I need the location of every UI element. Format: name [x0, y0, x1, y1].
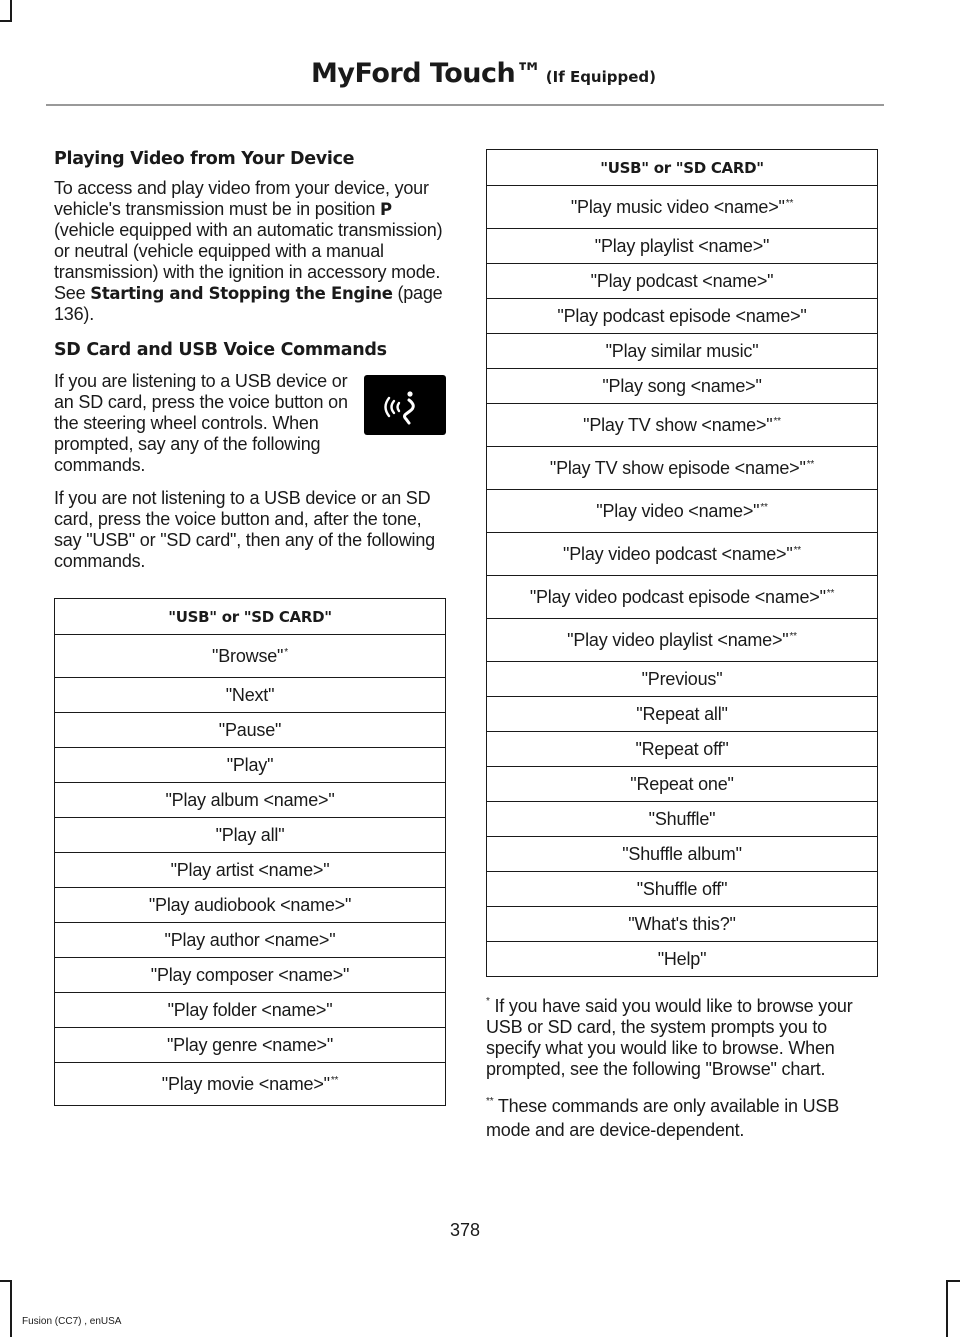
- voice-paragraph-1: If you are listening to a USB device or an SD card, press the voice button on the steering wheel controls. When prompted, say any of the following commands.: [54, 371, 348, 475]
- table-cell: [487, 404, 878, 447]
- footnote-mark: **: [806, 458, 815, 470]
- command-text: "Play video podcast episode <name>": [529, 586, 826, 607]
- command-text: "Play video podcast <name>": [563, 543, 793, 564]
- page-title-main: MyFord Touch™: [311, 58, 542, 89]
- footnote-mark: **: [826, 587, 835, 599]
- footnote-mark: **: [789, 630, 797, 642]
- table-cell: [487, 662, 878, 697]
- command-text: "Play similar music": [605, 340, 759, 361]
- command-text: "Pause": [218, 719, 282, 740]
- command-text: "Play movie <name>": [161, 1073, 330, 1094]
- command-text: "Play all": [215, 824, 285, 845]
- command-text: "Shuffle off": [636, 878, 728, 899]
- table-cell: [487, 767, 878, 802]
- command-text: "Play genre <name>": [166, 1034, 334, 1055]
- command-text: "Play music video <name>": [570, 196, 785, 217]
- voice-paragraph-2: If you are not listening to a USB device or an SD card, press the voice button and, after the tone, say "USB" or "SD card", then any of the following commands.: [54, 488, 435, 571]
- table-row: [487, 942, 878, 977]
- table-row: [55, 713, 446, 748]
- table-cell: [487, 447, 878, 490]
- footnote-usb-only: [486, 1090, 878, 1142]
- footnote-mark: **: [793, 544, 801, 556]
- table-cell: [487, 334, 878, 369]
- footnote-browse: [486, 991, 878, 1080]
- voice-command-table-continued: [486, 149, 878, 977]
- table-row: [487, 369, 878, 404]
- table-cell: [487, 872, 878, 907]
- text-run: (vehicle equipped with an automatic transmission) or neutral (vehicle equipped with a manual transmission) with the ignition in accessory mode. See: [54, 220, 443, 303]
- table-row: [55, 923, 446, 958]
- table-cell: [55, 958, 446, 993]
- table-row: [487, 334, 878, 369]
- right-column: [486, 149, 878, 1142]
- table-cell: [55, 635, 446, 678]
- command-text: "Play video <name>": [596, 500, 760, 521]
- command-text: "Play podcast episode <name>": [557, 305, 807, 326]
- footnote-text: These commands are only available in USB mode and are device-dependent.: [486, 1096, 840, 1140]
- table-row: [55, 1063, 446, 1106]
- table-row: [55, 853, 446, 888]
- table-cell: [487, 299, 878, 334]
- crop-mark: [10, 1280, 12, 1337]
- table-cell: [487, 942, 878, 977]
- table-row: [487, 732, 878, 767]
- crop-mark: [946, 1280, 960, 1282]
- table-row: [55, 818, 446, 853]
- table-cell: [55, 1028, 446, 1063]
- table-cell: [55, 678, 446, 713]
- command-text: "Play audiobook <name>": [148, 894, 352, 915]
- table-cell: [55, 853, 446, 888]
- crop-mark: [10, 0, 12, 20]
- table-cell: [487, 533, 878, 576]
- table-row: [487, 697, 878, 732]
- table-cell: [487, 369, 878, 404]
- table-row: [487, 802, 878, 837]
- table-row: [487, 186, 878, 229]
- page-title: [311, 58, 656, 89]
- crop-mark: [0, 20, 12, 22]
- table-row: [487, 264, 878, 299]
- command-text: "Play author <name>": [164, 929, 336, 950]
- left-column: [54, 146, 446, 1106]
- table-cell: [487, 229, 878, 264]
- footnote-mark: *: [284, 646, 288, 658]
- table-row: [487, 490, 878, 533]
- section-heading-voice: SD Card and USB Voice Commands: [54, 340, 387, 360]
- table-cell: [55, 888, 446, 923]
- command-text: "Play composer <name>": [150, 964, 350, 985]
- text-bold: P: [379, 200, 392, 219]
- table-row: [55, 993, 446, 1028]
- command-text: "Repeat one": [630, 773, 734, 794]
- table-row: [487, 533, 878, 576]
- footnote-text: If you have said you would like to browse your USB or SD card, the system prompts you to specify what you would like to browse. When prompted, see the following "Browse" chart.: [486, 996, 853, 1079]
- table-cell: [55, 713, 446, 748]
- command-text: "Repeat all": [636, 703, 728, 724]
- table-cell: [487, 490, 878, 533]
- command-text: "Repeat off": [635, 738, 729, 759]
- command-text: "Previous": [641, 668, 723, 689]
- footer-model: Fusion (CC7) , enUSA: [22, 1316, 122, 1327]
- table-row: [487, 662, 878, 697]
- table-row: [487, 872, 878, 907]
- table-cell: [487, 837, 878, 872]
- cross-reference-link[interactable]: Starting and Stopping the Engine: [90, 284, 393, 303]
- table-cell: [55, 923, 446, 958]
- text-run: To access and play video from your device, your vehicle's transmission must be in position: [54, 178, 429, 219]
- table-row: [55, 888, 446, 923]
- command-text: "What's this?": [628, 913, 736, 934]
- command-text: "Help": [657, 948, 707, 969]
- command-text: "Play artist <name>": [170, 859, 330, 880]
- text-run: (page 136).: [54, 283, 443, 324]
- table-header: "USB" or "SD CARD": [55, 599, 446, 635]
- voice-command-table: [54, 598, 446, 1106]
- table-cell: [55, 818, 446, 853]
- command-text: "Play TV show <name>": [583, 414, 773, 435]
- table-row: [487, 619, 878, 662]
- command-text: "Shuffle": [648, 808, 716, 829]
- table-row: [487, 447, 878, 490]
- table-cell: [55, 748, 446, 783]
- table-row: [55, 783, 446, 818]
- table-cell: [487, 619, 878, 662]
- table-header-row: [55, 599, 446, 635]
- footnote-mark: **: [330, 1074, 339, 1086]
- command-text: "Play podcast <name>": [590, 270, 774, 291]
- table-row: [55, 678, 446, 713]
- table-header: "USB" or "SD CARD": [487, 150, 878, 186]
- table-row: [487, 837, 878, 872]
- table-cell: [487, 907, 878, 942]
- footnote-mark: **: [773, 415, 781, 427]
- command-text: "Play TV show episode <name>": [549, 457, 806, 478]
- command-text: "Shuffle album": [622, 843, 742, 864]
- table-cell: [55, 783, 446, 818]
- table-row: [487, 767, 878, 802]
- crop-mark: [0, 1280, 12, 1282]
- command-text: "Browse": [212, 645, 284, 666]
- table-row: [487, 404, 878, 447]
- table-cell: [487, 576, 878, 619]
- crop-mark: [946, 1280, 948, 1337]
- table-cell: [487, 264, 878, 299]
- table-cell: [55, 1063, 446, 1106]
- command-text: "Next": [225, 684, 275, 705]
- command-text: "Play video playlist <name>": [567, 629, 789, 650]
- table-row: [487, 229, 878, 264]
- table-cell: [55, 993, 446, 1028]
- command-text: "Play album <name>": [165, 789, 335, 810]
- table-header-row: [487, 150, 878, 186]
- footnote-mark: **: [785, 197, 794, 209]
- footnote-mark: *: [486, 996, 490, 1007]
- command-text: "Play playlist <name>": [594, 235, 770, 256]
- table-cell: [487, 802, 878, 837]
- section-heading-video: Playing Video from Your Device: [54, 149, 355, 169]
- footnote-mark: **: [486, 1096, 494, 1107]
- voice-button-icon: [364, 375, 446, 435]
- table-row: [55, 748, 446, 783]
- video-paragraph: [54, 178, 446, 325]
- command-text: "Play": [226, 754, 274, 775]
- table-row: [55, 635, 446, 678]
- page-number: 378: [449, 1220, 481, 1240]
- page-title-sub: (If Equipped): [545, 68, 656, 86]
- header-rule: [46, 104, 884, 106]
- table-row: [55, 958, 446, 993]
- footnote-mark: **: [760, 501, 768, 513]
- command-text: "Play folder <name>": [167, 999, 333, 1020]
- table-cell: [487, 186, 878, 229]
- table-row: [487, 907, 878, 942]
- command-text: "Play song <name>": [602, 375, 762, 396]
- table-row: [487, 576, 878, 619]
- table-cell: [487, 732, 878, 767]
- table-row: [487, 299, 878, 334]
- table-cell: [487, 697, 878, 732]
- table-row: [55, 1028, 446, 1063]
